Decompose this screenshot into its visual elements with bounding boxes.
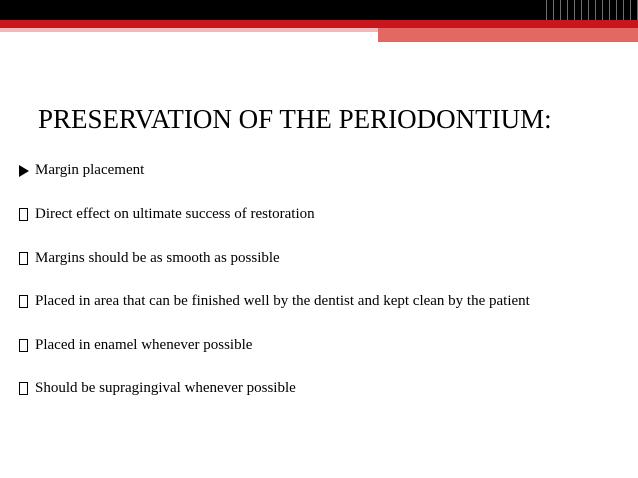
- bullet-text: Direct effect on ultimate success of restoration: [35, 206, 315, 222]
- bullet-text: Margin placement: [35, 162, 145, 178]
- bullet-item: [16, 250, 280, 267]
- box-bullet-icon: [19, 382, 28, 395]
- bullet-text: Placed in area that can be finished well by the dentist and kept clean by the patient: [35, 293, 530, 309]
- header-band: [0, 0, 638, 44]
- header-accent-bar: [378, 28, 638, 42]
- box-bullet-icon: [19, 208, 28, 221]
- box-bullet-icon: [19, 295, 28, 308]
- box-bullet-icon: [19, 252, 28, 265]
- slide-title: PRESERVATION OF THE PERIODONTIUM:: [38, 104, 552, 134]
- header-stripes: [540, 0, 638, 20]
- box-bullet-icon: [19, 339, 28, 352]
- bullet-item: [16, 293, 530, 310]
- bullet-item: [16, 337, 252, 354]
- bullet-text: Should be supragingival whenever possible: [35, 380, 296, 396]
- arrow-bullet-icon: [19, 165, 29, 177]
- header-red-bar: [0, 20, 638, 28]
- header-pink-bar: [0, 28, 378, 32]
- bullet-text: Margins should be as smooth as possible: [35, 250, 280, 266]
- bullet-item: [16, 206, 315, 223]
- bullet-item: [16, 162, 144, 179]
- bullet-item: [16, 380, 296, 397]
- bullet-text: Placed in enamel whenever possible: [35, 337, 253, 353]
